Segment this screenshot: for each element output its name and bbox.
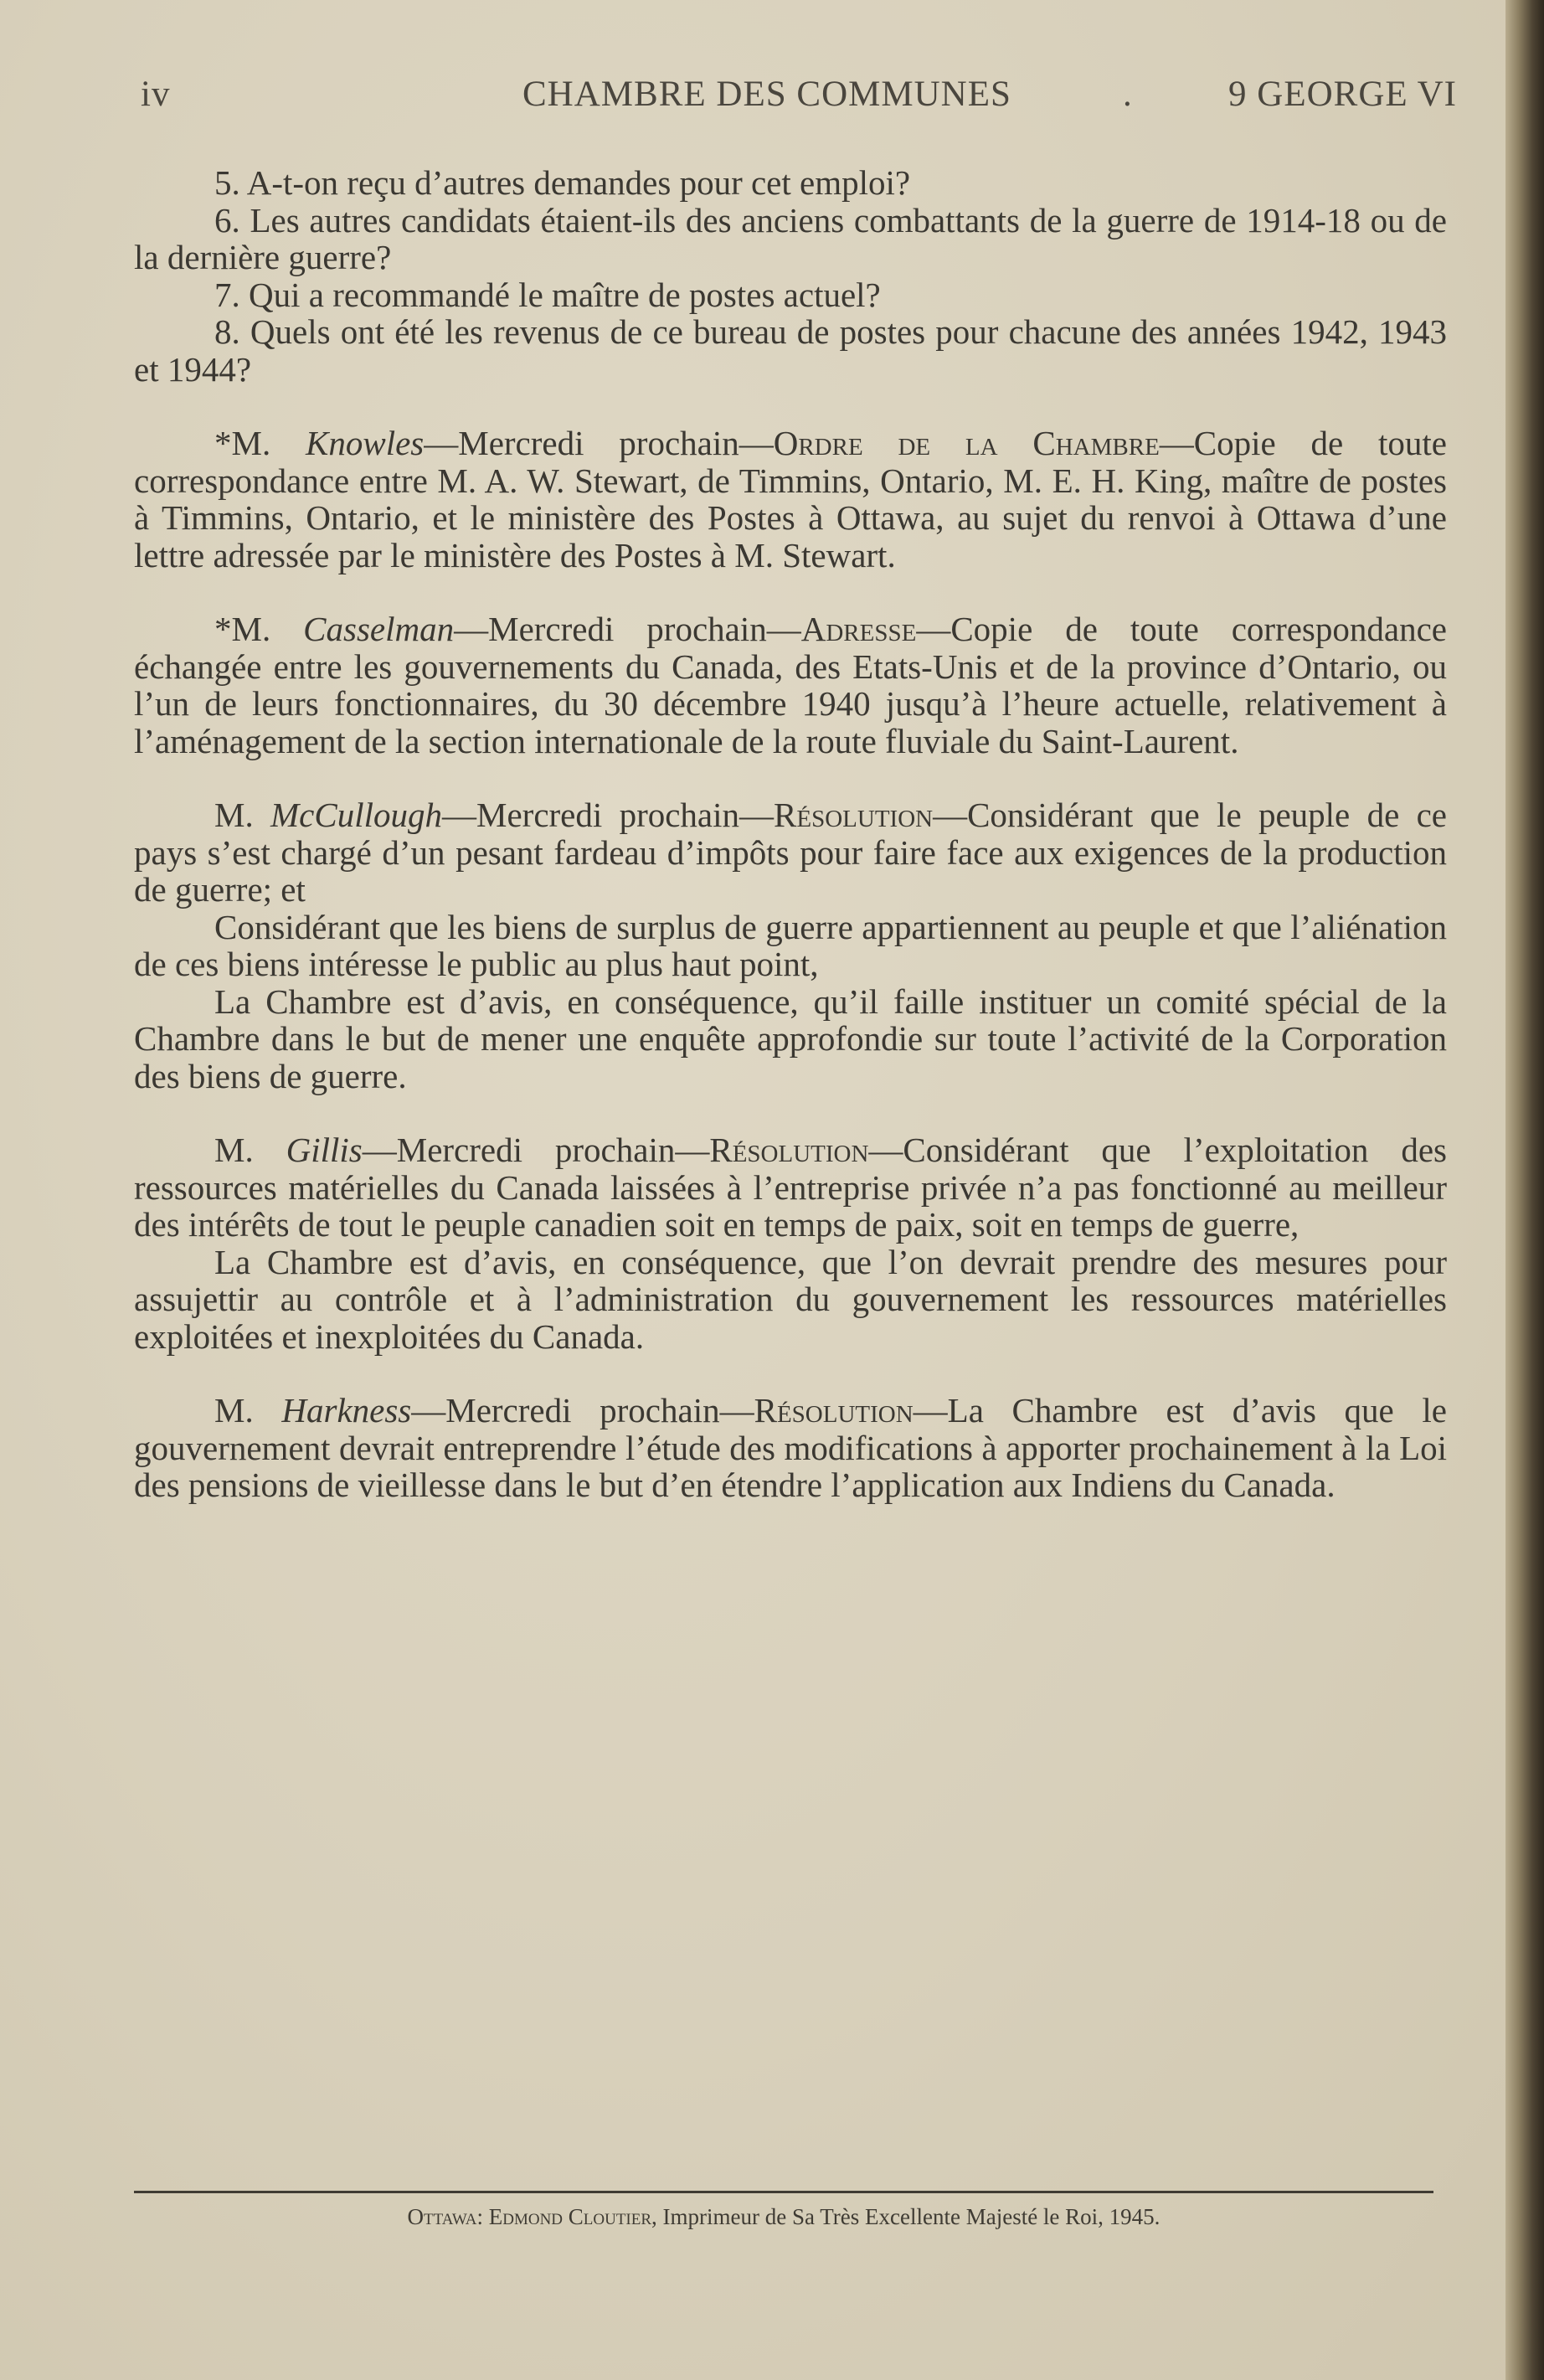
imprint-printer: Edmond Cloutier xyxy=(488,2204,652,2229)
notice-paragraph xyxy=(134,425,1447,574)
page-folio: iv xyxy=(141,75,171,114)
page-binding-edge xyxy=(1505,0,1544,2380)
member-name: McCullough xyxy=(270,796,443,834)
member-name: Knowles xyxy=(306,424,425,462)
notice-paragraph: La Chambre est d’avis, en conséquence, que l’on devrait prendre des mesures pour assujettir au contrôle et à l’administration du gouvernement les ressources matérielles exploitées et inexploitées du Canada. xyxy=(134,1242,1447,1356)
notice-when: —Mercredi prochain— xyxy=(362,1131,710,1169)
question-item: 7. Qui a recommandé le maître de postes actuel? xyxy=(214,275,881,314)
running-header xyxy=(141,74,1457,124)
notice-marker: M. xyxy=(214,796,271,834)
notice-knowles xyxy=(134,425,1447,574)
notice-when: —Mercredi prochain— xyxy=(442,796,775,834)
notice-type: Ordre de la Chambre xyxy=(773,424,1160,462)
notice-gillis xyxy=(134,1131,1447,1355)
notice-text: —Considérant que le peuple de ce pays s’est chargé d’un pesant fardeau d’impôts pour faire face aux exigences de la production de guerre; et xyxy=(134,796,1447,909)
notice-type: Résolution xyxy=(754,1391,914,1430)
question-item: 8. Quels ont été les revenus de ce bureau de postes pour chacune des années 1942, 1943 et 1944? xyxy=(134,312,1447,389)
notice-when: —Mercredi prochain— xyxy=(454,610,801,648)
notice-paragraph: La Chambre est d’avis, en conséquence, qu’il faille instituer un comité spécial de la Chambre dans le but de mener une enquête approfondie sur toute l’activité de la Corporation des biens de guerre. xyxy=(134,981,1447,1095)
notice-paragraph xyxy=(134,1131,1447,1244)
notice-marker: *M. xyxy=(214,424,306,462)
notice-text: —Copie de toute correspondance entre M. A. W. Stewart, de Timmins, Ontario, M. E. H. King, maître de postes à Timmins, Ontario, et le ministère des Postes à Ottawa, au sujet du renvoi à Ottawa d’une lettre adressée par le ministère des Postes à M. Stewart. xyxy=(134,424,1447,574)
notice-type: Adresse xyxy=(800,610,917,648)
header-separator: . xyxy=(1123,75,1133,114)
question-item: 5. A-t-on reçu d’autres demandes pour cet emploi? xyxy=(214,163,911,202)
member-name: Harkness xyxy=(281,1391,412,1430)
notice-when: —Mercredi prochain— xyxy=(424,424,774,462)
notice-paragraph xyxy=(134,796,1447,909)
notice-text: —La Chambre est d’avis que le gouvernement devrait entreprendre l’étude des modifications à apporter prochainement à la Loi des pensions de vieillesse dans le but d’en étendre l’application aux Indiens du Canada. xyxy=(134,1391,1448,1504)
imprint-place: Ottawa xyxy=(407,2204,477,2229)
header-title: CHAMBRE DES COMMUNES xyxy=(522,75,1011,114)
notice-casselman xyxy=(134,610,1447,760)
notice-when: —Mercredi prochain— xyxy=(411,1391,754,1430)
notice-paragraph xyxy=(134,1392,1447,1504)
printer-imprint xyxy=(134,2196,1433,2238)
notice-text: —Copie de toute correspondance échangée entre les gouvernements du Canada, des Etats-Unis et de la province d’Ontario, ou l’un de leurs fonctionnaires, du 30 décembre 1940 jusqu’à l’heure actuelle, relativement à l’aménagement de la section internationale de la route fluviale du Saint-Laurent. xyxy=(134,610,1447,760)
header-regnal-year: 9 GEORGE VI xyxy=(1228,75,1457,114)
imprint-colon: : xyxy=(476,2204,489,2229)
member-name: Gillis xyxy=(286,1131,363,1169)
question-list xyxy=(134,164,1447,388)
notice-paragraph: Considérant que les biens de surplus de guerre appartiennent au peuple et que l’aliénation de ces biens intéresse le public au plus haut point, xyxy=(134,907,1447,983)
page-body xyxy=(134,164,1447,1541)
notice-harkness xyxy=(134,1392,1447,1504)
footer-rule xyxy=(134,2191,1433,2193)
imprint-rest: , Imprimeur de Sa Très Excellente Majesté le Roi, 1945. xyxy=(651,2204,1161,2229)
notice-mccullough xyxy=(134,796,1447,1095)
notice-text: —Considérant que l’exploitation des ressources matérielles du Canada laissées à l’entreprise privée n’a pas fonctionné au meilleur des intérêts de tout le peuple canadien soit en temps de paix, soit en temps de guerre, xyxy=(134,1131,1447,1244)
notice-type: Résolution xyxy=(774,796,934,834)
notice-marker: M. xyxy=(214,1131,286,1169)
notice-paragraph xyxy=(134,610,1447,760)
question-item: 6. Les autres candidats étaient-ils des anciens combattants de la guerre de 1914-18 ou de la dernière guerre? xyxy=(134,200,1447,276)
notice-marker: M. xyxy=(214,1391,282,1430)
notice-type: Résolution xyxy=(709,1131,869,1169)
member-name: Casselman xyxy=(303,610,455,648)
notice-marker: *M. xyxy=(214,610,304,648)
